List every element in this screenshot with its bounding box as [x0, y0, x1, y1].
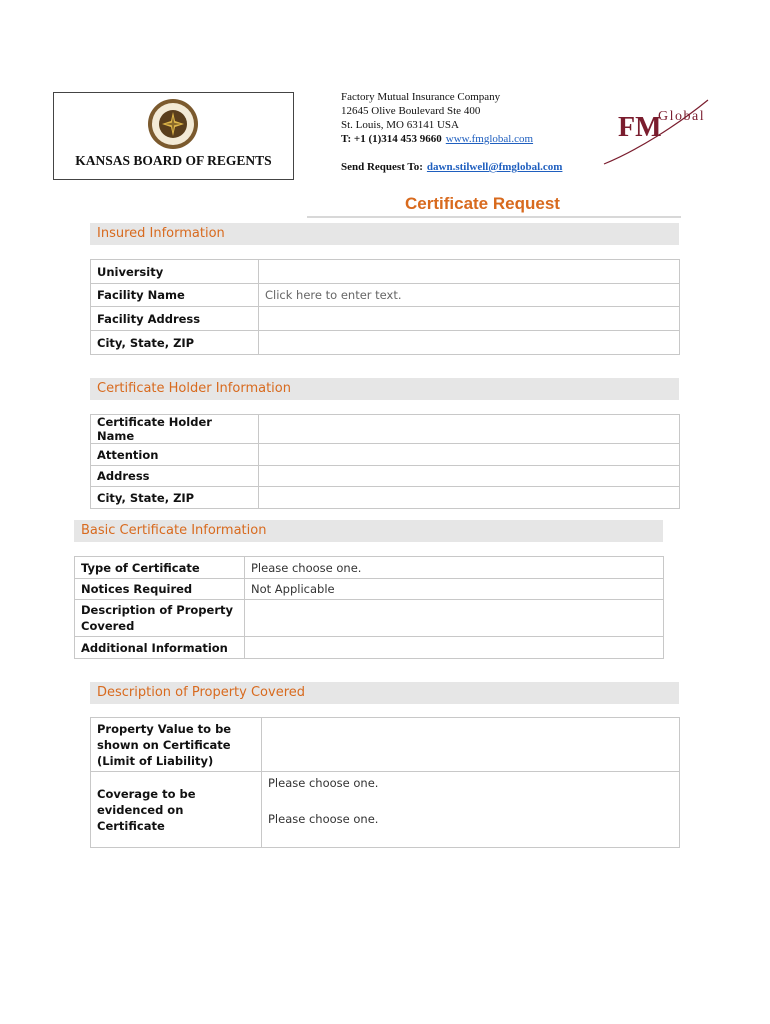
send-label: Send Request To:: [341, 161, 423, 173]
seal-icon: [147, 98, 199, 150]
title-divider: [307, 216, 681, 218]
logo-global-text: Global: [658, 109, 706, 124]
fm-global-logo: [596, 96, 711, 168]
table-row: [75, 579, 664, 600]
table-row: [75, 637, 664, 659]
field-label: Attention: [91, 444, 259, 466]
field-label: City, State, ZIP: [91, 487, 259, 509]
holder-table: [90, 414, 680, 509]
coverage-select-2[interactable]: Please choose one.: [268, 812, 379, 826]
table-row: [91, 487, 680, 509]
facility-name-field[interactable]: Click here to enter text.: [259, 284, 680, 307]
section-property-heading: Description of Property Covered: [90, 682, 679, 704]
company-name: Factory Mutual Insurance Company: [341, 91, 501, 103]
property-description-field[interactable]: [245, 600, 664, 637]
field-label: Address: [91, 466, 259, 487]
logo-fm-text: FM: [618, 112, 662, 143]
table-row: [91, 772, 680, 848]
table-row: [91, 284, 680, 307]
street-address: 12645 Olive Boulevard Ste 400: [341, 105, 481, 117]
property-table: [90, 717, 680, 848]
city-state-zip-field[interactable]: [259, 331, 680, 355]
page-title: Certificate Request: [405, 194, 560, 213]
send-request: [341, 161, 562, 173]
table-row: [75, 600, 664, 637]
table-row: [91, 466, 680, 487]
insured-table: [90, 259, 680, 355]
holder-city-field[interactable]: [259, 487, 680, 509]
field-label: Type of Certificate: [75, 557, 245, 579]
type-of-certificate-select[interactable]: Please choose one.: [245, 557, 664, 579]
coverage-cell: [262, 772, 680, 848]
table-row: [91, 718, 680, 772]
university-field[interactable]: [259, 260, 680, 284]
field-label: City, State, ZIP: [91, 331, 259, 355]
field-label: Facility Name: [91, 284, 259, 307]
facility-address-field[interactable]: [259, 307, 680, 331]
table-row: [91, 260, 680, 284]
website-link[interactable]: www.fmglobal.com: [445, 133, 534, 145]
section-insured-heading: Insured Information: [90, 223, 679, 245]
table-row: [91, 331, 680, 355]
basic-table: [74, 556, 664, 659]
email-link[interactable]: dawn.stilwell@fmglobal.com: [426, 161, 563, 173]
table-row: [75, 557, 664, 579]
field-label: Facility Address: [91, 307, 259, 331]
section-basic-heading: Basic Certificate Information: [74, 520, 663, 542]
field-label: Property Value to be shown on Certificate (Limit of Liability): [91, 718, 262, 772]
holder-name-field[interactable]: [259, 415, 680, 444]
city-line: St. Louis, MO 63141 USA: [341, 119, 459, 131]
org-name: KANSAS BOARD OF REGENTS: [75, 153, 272, 168]
holder-address-field[interactable]: [259, 466, 680, 487]
field-label: Coverage to be evidenced on Certificate: [91, 772, 262, 848]
address-block: [341, 90, 533, 146]
table-row: [91, 444, 680, 466]
table-row: [91, 415, 680, 444]
field-label: Additional Information: [75, 637, 245, 659]
field-label: Certificate Holder Name: [91, 415, 259, 444]
additional-info-field[interactable]: [245, 637, 664, 659]
notices-required-select[interactable]: Not Applicable: [245, 579, 664, 600]
phone: T: +1 (1)314 453 9660: [341, 133, 442, 145]
field-label: Description of Property Covered: [75, 600, 245, 637]
attention-field[interactable]: [259, 444, 680, 466]
section-holder-heading: Certificate Holder Information: [90, 378, 679, 400]
field-label: Notices Required: [75, 579, 245, 600]
field-label: University: [91, 260, 259, 284]
property-value-field[interactable]: [262, 718, 680, 772]
phone-line: [341, 132, 533, 146]
table-row: [91, 307, 680, 331]
coverage-select-1[interactable]: Please choose one.: [268, 776, 379, 790]
